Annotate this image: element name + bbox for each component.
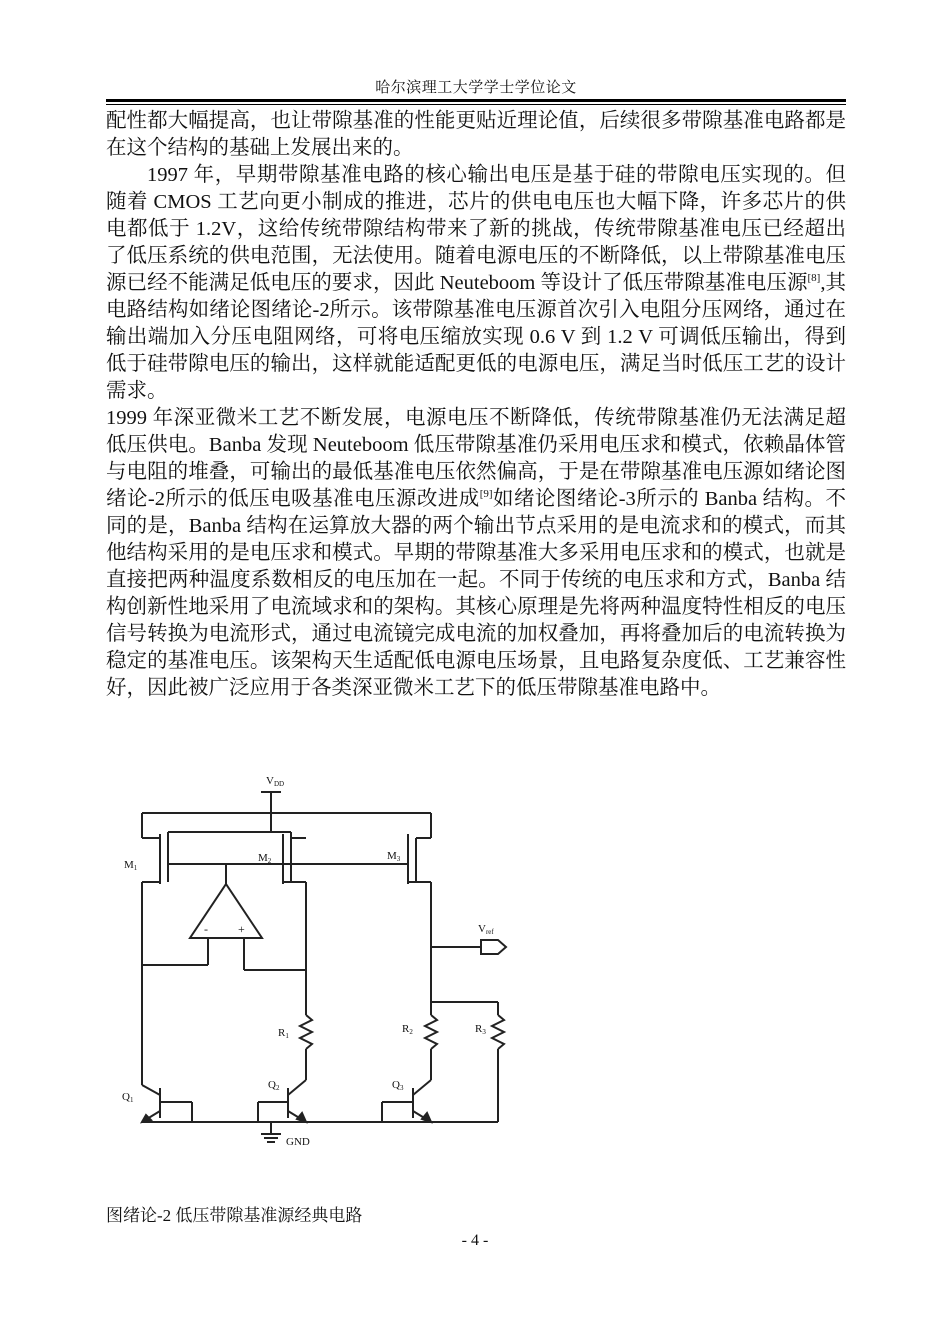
m3-transistor [408, 834, 431, 1015]
vref-label: Vref [478, 923, 494, 936]
vref-port [481, 940, 506, 954]
figure-caption: 图绪论-2 低压带隙基准源经典电路 [106, 1206, 363, 1225]
m1-label: M1 [124, 859, 138, 872]
ground-icon [261, 1122, 281, 1142]
gnd-label: GND [286, 1136, 310, 1148]
paragraph-3 [106, 405, 846, 702]
m2-label: M2 [258, 852, 272, 865]
circuit-figure [106, 770, 526, 1160]
op-amp [142, 864, 306, 970]
running-header: 哈尔滨理工大学学士学位论文 [375, 80, 577, 96]
citation-9: [9] [479, 488, 493, 501]
page-number: - 4 - [461, 1232, 489, 1249]
header-rule-thick [106, 99, 846, 102]
citation-8: [8] [807, 272, 821, 285]
paragraph-3-text: 1999 年深亚微米工艺不断发展，电源电压不断降低，传统带隙基准仍无法满足超低压供电。Banba 发现 Neuteboom 低压带隙基准仍采用电压求和模式，依赖晶体管与电阻的堆叠，可输出的最低基准电压依然偏高，于是在带隙基准电压源如绪论图绪论-2所示的低压电吸基准电压源改进成 [106, 407, 846, 510]
opamp-minus: - [204, 922, 208, 936]
circuit-diagram [106, 770, 526, 1160]
opamp-plus: + [238, 922, 245, 936]
paragraph-2-tail: ,其电路结构如绪论图绪论-2所示。该带隙基准电压源首次引入电阻分压网络，通过在输出端加入分压电阻网络，可将电压缩放实现 0.6 V 到 1.2 V 可调低压输出，得到低于硅带隙电压的输出，这样就能适配更低的电源电压，满足当时低压工艺的设计需求。 [106, 272, 846, 402]
paragraph-2 [106, 162, 846, 405]
q2-transistor [258, 1080, 306, 1122]
r1-label: R1 [278, 1027, 289, 1040]
vdd-label: VDD [266, 775, 285, 788]
q3-label: Q3 [392, 1079, 404, 1092]
header-rule-thin [106, 104, 846, 105]
q2-label: Q2 [268, 1079, 280, 1092]
q1-label: Q1 [122, 1091, 134, 1104]
paragraph-3-tail: 如绪论图绪论-3所示的 Banba 结构。不同的是，Banba 结构在运算放大器的两个输出节点采用的是电流求和的模式，而其他结构采用的是电压求和模式。早期的带隙基准大多采用电压求和的模式，也就是直接把两种温度系数相反的电压加在一起。不同于传统的电压求和方式，Banba 结构创新性地采用了电流域求和的架构。其核心原理是先将两种温度特性相反的电压信号转换为电流形式，通过电流镜完成电流的加权叠加，再将叠加后的电流转换为稳定的基准电压。该架构天生适配低电源电压场景，且电路复杂度低、工艺兼容性好，因此被广泛应用于各类深亚微米工艺下的低压带隙基准电路中。 [106, 488, 847, 699]
body-text [106, 108, 846, 702]
paragraph-2-text: 1997 年，早期带隙基准电路的核心输出电压是基于硅的带隙电压实现的。但随着 CMOS 工艺向更小制成的推进，芯片的供电电压也大幅下降，许多芯片的供电都低于 1.2V，这给传统带隙结构带来了新的挑战，传统带隙基准电压已经超出了低压系统的供电范围，无法使用。随着电源电压的不断降低，以上带隙基准电压源已经不能满足低电压的要求，因此 Neuteboom 等设计了低压带隙基准电压源 [106, 164, 846, 294]
r2-label: R2 [402, 1023, 413, 1036]
r1-resistor [300, 1015, 312, 1049]
r3-label: R3 [475, 1023, 486, 1036]
q1-transistor [142, 1085, 431, 1122]
q3-transistor [382, 1080, 431, 1122]
r3-resistor [492, 1015, 504, 1049]
m3-label: M3 [387, 850, 401, 863]
paragraph-1: 配性都大幅提高，也让带隙基准的性能更贴近理论值，后续很多带隙基准电路都是在这个结构的基础上发展出来的。 [106, 110, 846, 159]
r2-resistor [425, 1015, 437, 1049]
m2-transistor [283, 834, 306, 1015]
m1-transistor [142, 834, 168, 1085]
